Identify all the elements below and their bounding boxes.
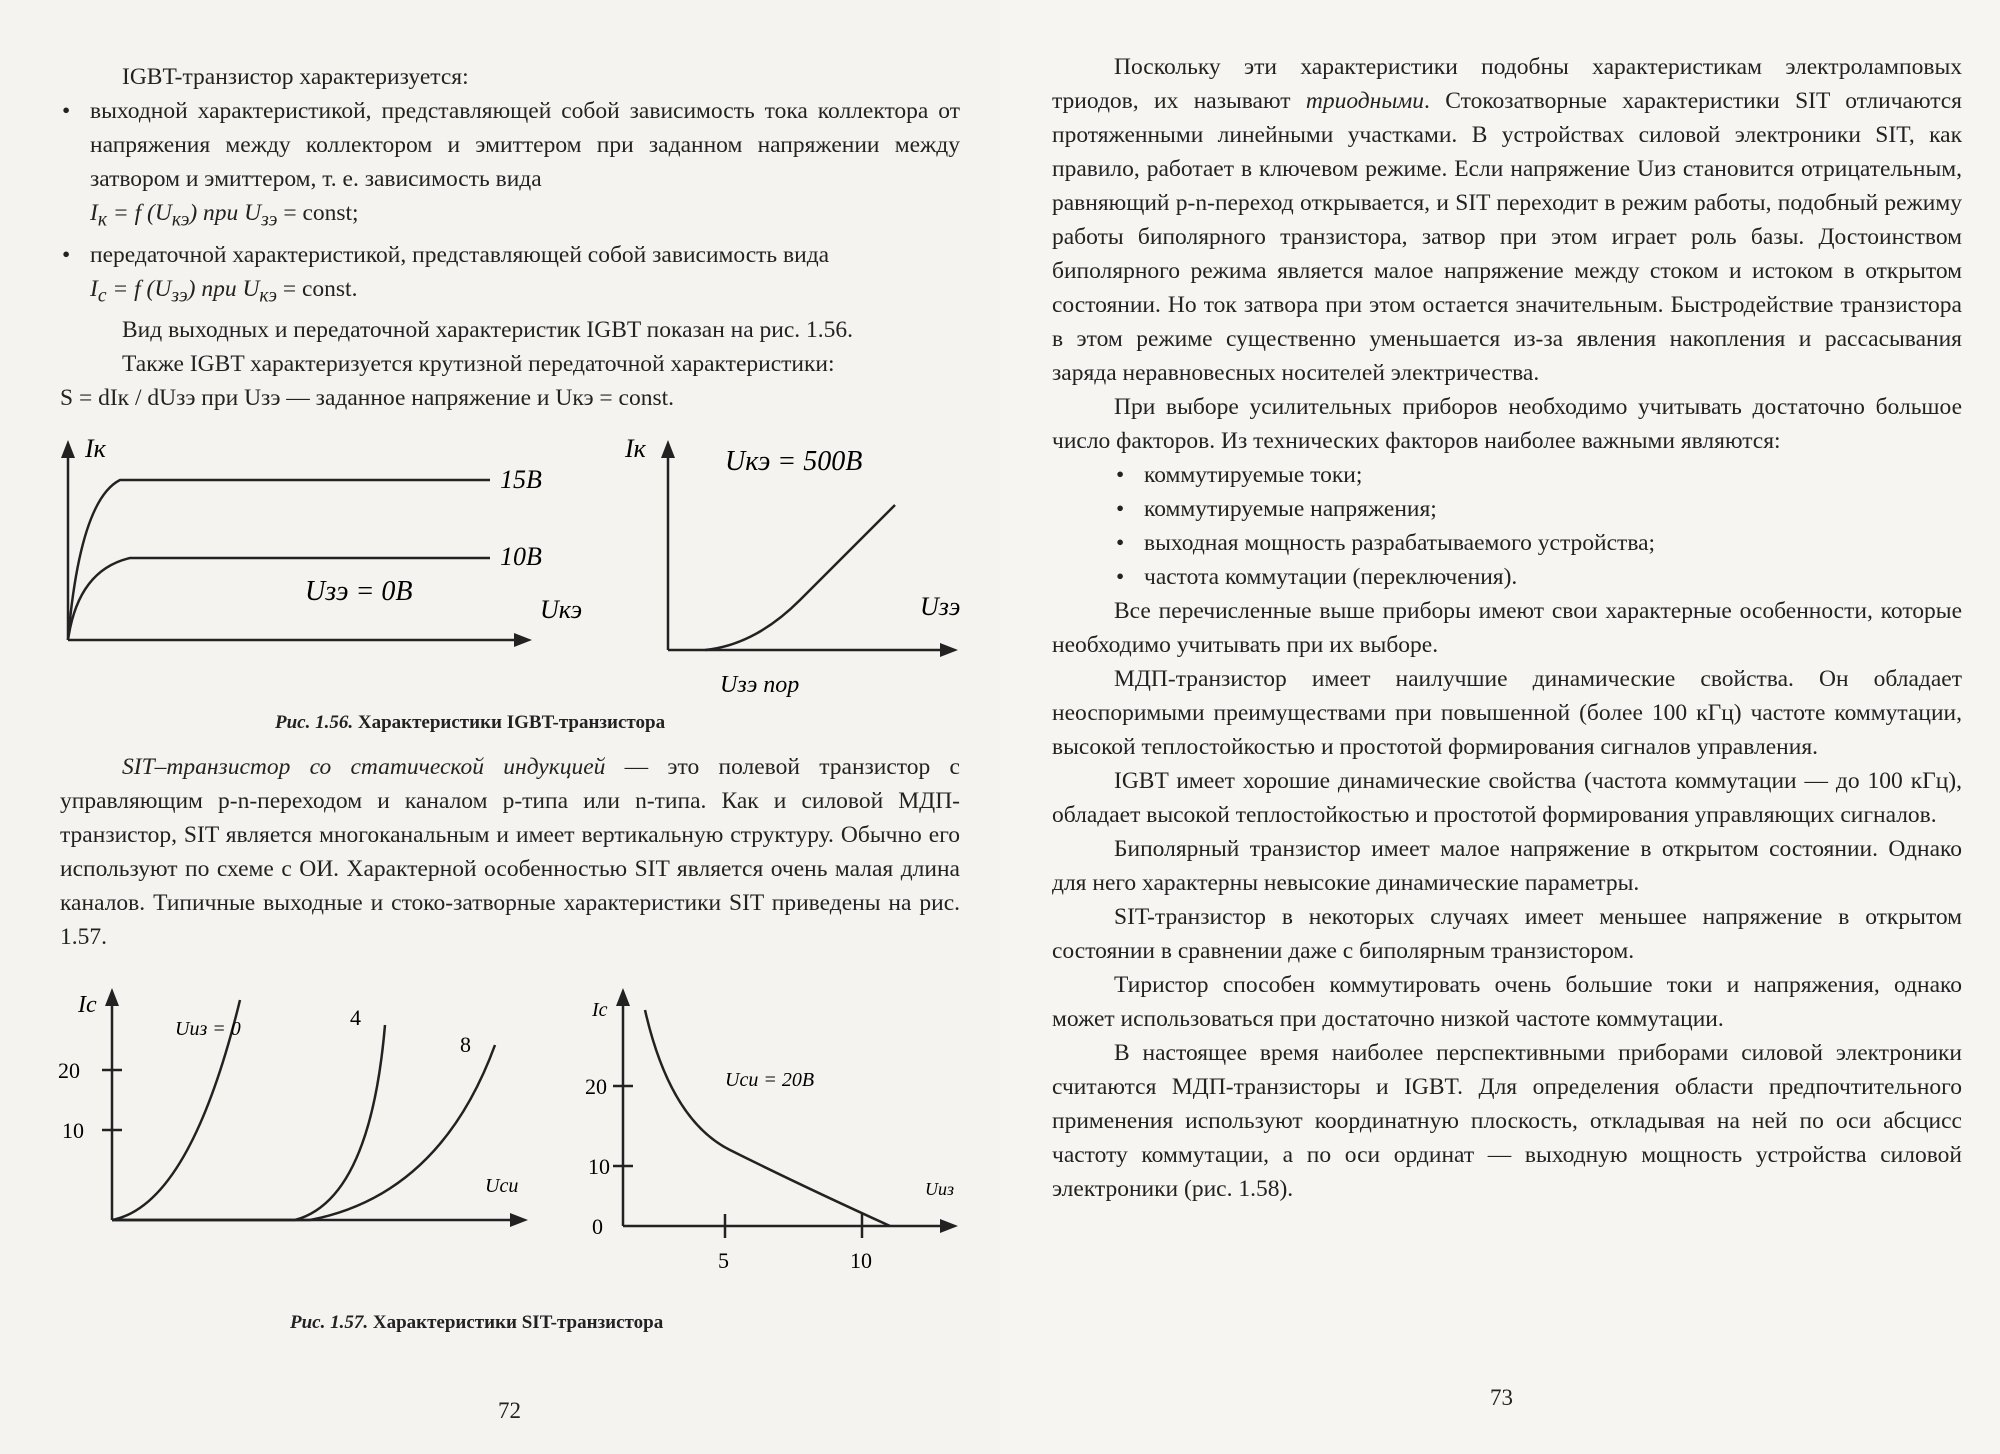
caption-1-57-prefix: Рис. 1.57. (290, 1312, 369, 1333)
caption-1-57 (290, 1312, 663, 1334)
caption-1-56 (275, 712, 665, 734)
page-number-left: 72 (498, 1398, 521, 1423)
fig57-out-y-arrow (105, 988, 119, 1006)
fig56-out-xlabel: Uкэ (540, 595, 583, 624)
fig57-out-xlabel: Uси (485, 1175, 519, 1197)
para-features: Все перечисленные выше приборы имеют свои характерные особенности, которые необходимо учитывать при их выборе. (1052, 598, 1962, 658)
caption-1-56-prefix: Рис. 1.56. (275, 712, 354, 733)
para-slope-formula: S = dIк / dUзэ при Uзэ — заданное напряжение и Uкэ = const. (60, 385, 675, 412)
fig57-tr-t10: 10 (588, 1154, 610, 1179)
para-selection: При выборе усилительных приборов необходимо учитывать достаточно большое число факторов. Из технических факторов наиболее важными являются: (1052, 394, 1962, 454)
fig57-out-t20: 20 (58, 1058, 80, 1083)
para-triode (1052, 50, 1962, 390)
figure-1-56 (40, 430, 960, 700)
fig56-tr-threshold: Uзэ пор (720, 672, 800, 698)
formula-ik-mid: = f (U (107, 200, 172, 226)
fig57-tr-x5: 5 (718, 1248, 729, 1273)
fig57-tr-t0: 0 (592, 1214, 603, 1239)
para-bipolar: Биполярный транзистор имеет малое напряжение в открытом состоянии. Однако для него характерны невысокие динамические параметры. (1052, 836, 1962, 896)
bullet-2-text: передаточной характеристикой, представляющей собой зависимость вида (90, 241, 830, 268)
left-text-sit (60, 750, 960, 954)
fig56-out-ylabel: Iк (85, 434, 106, 463)
left-text-top (60, 60, 960, 415)
formula-ic-sub3: кэ (259, 285, 277, 307)
formula-ik-sub: к (97, 209, 107, 231)
fig57-tr-ylabel: Iс (592, 999, 608, 1021)
right-page (1000, 0, 2000, 1454)
formula-ik-sub3: зэ (261, 209, 278, 231)
para-mosfet: МДП-транзистор имеет наилучшие динамические свойства. Он обладает неоспоримыми преимуществами при повышенной (более 100 кГц) частоте коммутации, высокой теплостойкостью и простотой формирования сигналов управления. (1052, 666, 1962, 760)
list-item: • выходная мощность разрабатываемого устройства; (1114, 526, 1962, 560)
fig57-out-ylabel: Iс (78, 992, 97, 1018)
intro-line: IGBT-транзистор характеризуется: (122, 64, 469, 90)
fig56-out-y-arrow (61, 440, 75, 458)
fig56-tr-y-arrow (661, 440, 675, 458)
fig57-out-curve-4 (112, 1025, 385, 1220)
formula-ic-mid: = f (U (106, 275, 172, 302)
list-item: • коммутируемые токи; (1114, 458, 1962, 492)
para-triode-a: Поскольку эти характеристики подобны характеристикам электроламповых триодов, их называют (1052, 54, 1962, 114)
fig57-tr-xlabel: Uиз (925, 1179, 955, 1199)
formula-ic: I (90, 275, 98, 302)
list-item: • частота коммутации (переключения). (1114, 560, 1962, 594)
para-view: Вид выходных и передаточной характеристик IGBT показан на рис. 1.56. (122, 317, 854, 344)
fig56-tr-x-arrow (940, 643, 958, 657)
para-sit-rest: — это полевой транзистор с управляющим p-n-переходом и каналом p-типа или n-типа. Как и силовой МДП-транзистор, SIT является многоканальным и имеет вертикальную структуру. Обычно его используют по схеме с ОИ. Характерной особенностью SIT является очень малая длина каналов. Типичные выходные и стоко-затворные характеристики SIT приведены на рис. 1.57. (60, 754, 960, 950)
fig56-out-x-arrow (514, 633, 532, 647)
bullet-transfer-char (60, 238, 960, 314)
para-triode-b: . Стокозатворные характеристики SIT отличаются протяженными линейными участками. В устройствах силовой электроники SIT, как правило, работает в ключевом режиме. Если напряжение Uиз становится отрицательным, равняющий p-n-переход открывается, и SIT переходит в режим работы, подобный режиму работы биполярного транзистора, затвор при этом играет роль базы. Достоинством биполярного режима является малое напряжение между стоком и истоком в открытом состоянии. Но ток затвора при этом остается значительным. Быстродействие транзистора в этом режиме существенно уменьшается из-за явления накопления и рассасывания заряда неравновесных носителей электричества. (1052, 88, 1962, 386)
fig57-tr-curve (645, 1010, 890, 1226)
fig56-tr-xlabel: Uзэ (920, 592, 960, 621)
para-slope: Также IGBT характеризуется крутизной передаточной характеристики: (122, 351, 835, 378)
para-sit (60, 750, 960, 954)
fig56-out-c1: 15В (500, 465, 542, 494)
fig57-out-c3: 8 (460, 1032, 471, 1057)
fig57-tr-x10: 10 (850, 1248, 872, 1273)
formula-ic-tail: ) при U (187, 275, 260, 302)
para-perspective: В настоящее время наиболее перспективными приборами силовой электроники считаются МДП-транзисторы и IGBT. Для определения области предпочтительного применения используют координатную плоскость, откладывая на ней по оси абсцисс частоту коммутации, а по оси ординат — выходную мощность устройства силовой электроники (рис. 1.58). (1052, 1040, 1962, 1202)
factors-list (1052, 458, 1962, 594)
fig56-curve-15v (68, 480, 490, 640)
para-triode-italic: триодными (1305, 88, 1424, 114)
fig57-out-c1: Uиз = 0 (175, 1018, 241, 1040)
list-item: • коммутируемые напряжения; (1114, 492, 1962, 526)
formula-ik: I (90, 200, 98, 226)
formula-ik-sub2: кэ (171, 209, 190, 231)
caption-1-57-text: Характеристики SIT-транзистора (368, 1312, 664, 1333)
fig57-out-x-arrow (510, 1213, 528, 1227)
fig57-tr-y-arrow (616, 988, 630, 1006)
bullet-output-char (60, 94, 960, 238)
para-sit-italic: SIT–транзистор со статической индукцией (122, 754, 606, 780)
figure-1-57 (40, 980, 960, 1290)
formula-ik-end: = const; (277, 200, 359, 226)
fig56-tr-curve (705, 505, 895, 650)
formula-ic-sub2: зэ (171, 285, 188, 307)
formula-ic-sub: с (97, 285, 107, 307)
fig56-out-c2: 10В (500, 542, 542, 571)
caption-1-56-text: Характеристики IGBT-транзистора (353, 712, 666, 733)
para-sit-compare: SIT-транзистор в некоторых случаях имеет меньшее напряжение в открытом состоянии в сравнении даже с биполярным транзистором. (1052, 904, 1962, 964)
fig56-tr-ylabel: Iк (625, 434, 646, 463)
fig56-curve-10v (68, 558, 490, 640)
fig56-tr-param: Uкэ = 500В (725, 446, 863, 477)
fig57-tr-t20: 20 (585, 1074, 607, 1099)
fig57-out-curve-8 (112, 1045, 495, 1220)
page-number-right: 73 (1490, 1385, 1513, 1410)
formula-ic-end: = const. (276, 275, 358, 302)
fig56-out-c3: Uзэ = 0В (305, 576, 413, 607)
para-igbt: IGBT имеет хорошие динамические свойства (частота коммутации — до 100 кГц), обладает высокой теплостойкостью и простотой формирования управляющих сигналов. (1052, 768, 1962, 828)
right-text (1052, 50, 1962, 1206)
fig57-tr-x-arrow (940, 1219, 958, 1233)
bullet-1-text: выходной характеристикой, представляющей собой зависимость тока коллектора от напряжения между коллектором и эмиттером при заданном напряжении между затвором и эмиттером, т. е. зависимость вида (90, 98, 960, 192)
formula-ik-tail: ) при U (189, 200, 262, 226)
fig57-tr-param: Uси = 20В (725, 1069, 815, 1091)
fig57-out-t10: 10 (62, 1118, 84, 1143)
para-thyristor: Тиристор способен коммутировать очень большие токи и напряжения, однако может использоваться при достаточно низкой частоте коммутации. (1052, 972, 1962, 1032)
fig57-out-c2: 4 (350, 1005, 361, 1030)
